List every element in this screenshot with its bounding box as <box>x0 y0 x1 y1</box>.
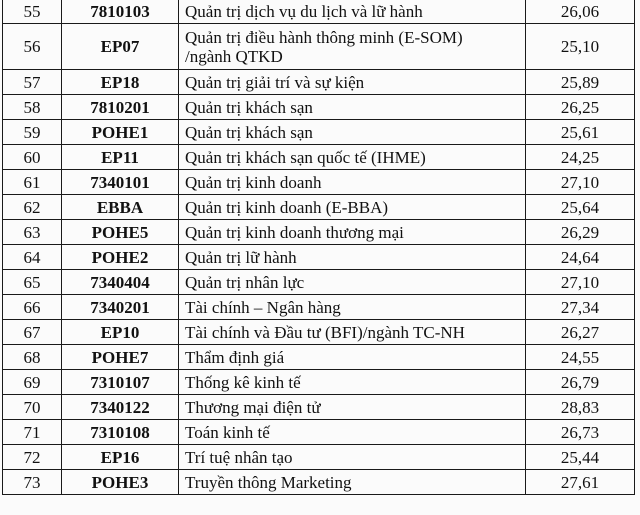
row-number-cell: 65 <box>3 270 62 295</box>
major-name-cell: Thống kê kinh tế <box>179 370 526 395</box>
admission-score-cell: 26,73 <box>526 420 635 445</box>
major-code-cell: EP18 <box>62 70 179 95</box>
major-name-cell: Quản trị kinh doanh <box>179 170 526 195</box>
admission-score-cell: 28,83 <box>526 395 635 420</box>
admission-score-cell: 25,10 <box>526 24 635 70</box>
row-number-cell: 69 <box>3 370 62 395</box>
major-name-cell: Quản trị dịch vụ du lịch và lữ hành <box>179 0 526 24</box>
table-row <box>3 0 635 24</box>
row-number-cell: 68 <box>3 345 62 370</box>
admission-score-cell: 25,89 <box>526 70 635 95</box>
admission-score-cell: 27,34 <box>526 295 635 320</box>
table-row <box>3 445 635 470</box>
table-row <box>3 295 635 320</box>
table-row <box>3 395 635 420</box>
row-number-cell: 73 <box>3 470 62 495</box>
major-code-cell: POHE7 <box>62 345 179 370</box>
admission-score-cell: 27,10 <box>526 170 635 195</box>
major-name-cell: Trí tuệ nhân tạo <box>179 445 526 470</box>
row-number-cell: 60 <box>3 145 62 170</box>
major-code-cell: 7340201 <box>62 295 179 320</box>
table-row <box>3 345 635 370</box>
major-code-cell: POHE5 <box>62 220 179 245</box>
major-name-cell: Quản trị khách sạn <box>179 120 526 145</box>
major-name-cell: Quản trị nhân lực <box>179 270 526 295</box>
table-row <box>3 270 635 295</box>
admission-score-cell: 24,64 <box>526 245 635 270</box>
admission-score-cell: 26,25 <box>526 95 635 120</box>
admission-score-cell: 25,64 <box>526 195 635 220</box>
admission-score-cell: 24,55 <box>526 345 635 370</box>
major-code-cell: 7310108 <box>62 420 179 445</box>
major-code-cell: POHE1 <box>62 120 179 145</box>
admission-score-cell: 25,61 <box>526 120 635 145</box>
row-number-cell: 59 <box>3 120 62 145</box>
major-name-cell: Tài chính và Đầu tư (BFI)/ngành TC-NH <box>179 320 526 345</box>
major-name-cell: Quản trị kinh doanh (E-BBA) <box>179 195 526 220</box>
table-row <box>3 70 635 95</box>
major-code-cell: 7810201 <box>62 95 179 120</box>
table-row <box>3 220 635 245</box>
major-name-cell: Quản trị khách sạn quốc tế (IHME) <box>179 145 526 170</box>
table-row <box>3 420 635 445</box>
table-row <box>3 120 635 145</box>
admission-score-cell: 27,61 <box>526 470 635 495</box>
admission-score-cell: 26,06 <box>526 0 635 24</box>
major-code-cell: EBBA <box>62 195 179 220</box>
row-number-cell: 67 <box>3 320 62 345</box>
major-code-cell: EP16 <box>62 445 179 470</box>
major-name-cell: Tài chính – Ngân hàng <box>179 295 526 320</box>
table-row <box>3 95 635 120</box>
row-number-cell: 64 <box>3 245 62 270</box>
admission-scores-table <box>2 0 635 495</box>
row-number-cell: 61 <box>3 170 62 195</box>
major-code-cell: EP11 <box>62 145 179 170</box>
row-number-cell: 66 <box>3 295 62 320</box>
major-code-cell: 7340101 <box>62 170 179 195</box>
major-name-cell: Toán kinh tế <box>179 420 526 445</box>
admission-score-cell: 26,29 <box>526 220 635 245</box>
major-code-cell: POHE3 <box>62 470 179 495</box>
row-number-cell: 62 <box>3 195 62 220</box>
admission-score-cell: 25,44 <box>526 445 635 470</box>
table-row <box>3 320 635 345</box>
table-body <box>3 0 635 495</box>
admission-score-cell: 27,10 <box>526 270 635 295</box>
row-number-cell: 71 <box>3 420 62 445</box>
table-row <box>3 170 635 195</box>
row-number-cell: 56 <box>3 24 62 70</box>
table-row <box>3 470 635 495</box>
major-name-cell: Quản trị kinh doanh thương mại <box>179 220 526 245</box>
major-name-cell: Quản trị điều hành thông minh (E-SOM) /ngành QTKD <box>179 24 526 70</box>
row-number-cell: 70 <box>3 395 62 420</box>
major-code-cell: POHE2 <box>62 245 179 270</box>
major-name-cell: Thương mại điện tử <box>179 395 526 420</box>
admission-score-cell: 26,79 <box>526 370 635 395</box>
major-name-cell: Thẩm định giá <box>179 345 526 370</box>
major-name-cell: Quản trị khách sạn <box>179 95 526 120</box>
row-number-cell: 58 <box>3 95 62 120</box>
major-name-cell: Quản trị giải trí và sự kiện <box>179 70 526 95</box>
row-number-cell: 63 <box>3 220 62 245</box>
major-code-cell: 7810103 <box>62 0 179 24</box>
admission-score-cell: 26,27 <box>526 320 635 345</box>
row-number-cell: 55 <box>3 0 62 24</box>
major-code-cell: EP10 <box>62 320 179 345</box>
table-row <box>3 24 635 70</box>
admission-score-cell: 24,25 <box>526 145 635 170</box>
major-code-cell: 7310107 <box>62 370 179 395</box>
major-name-cell: Quản trị lữ hành <box>179 245 526 270</box>
table-row <box>3 245 635 270</box>
major-code-cell: EP07 <box>62 24 179 70</box>
row-number-cell: 72 <box>3 445 62 470</box>
row-number-cell: 57 <box>3 70 62 95</box>
major-code-cell: 7340404 <box>62 270 179 295</box>
major-code-cell: 7340122 <box>62 395 179 420</box>
table-row <box>3 370 635 395</box>
table-row <box>3 145 635 170</box>
major-name-cell: Truyền thông Marketing <box>179 470 526 495</box>
table-row <box>3 195 635 220</box>
